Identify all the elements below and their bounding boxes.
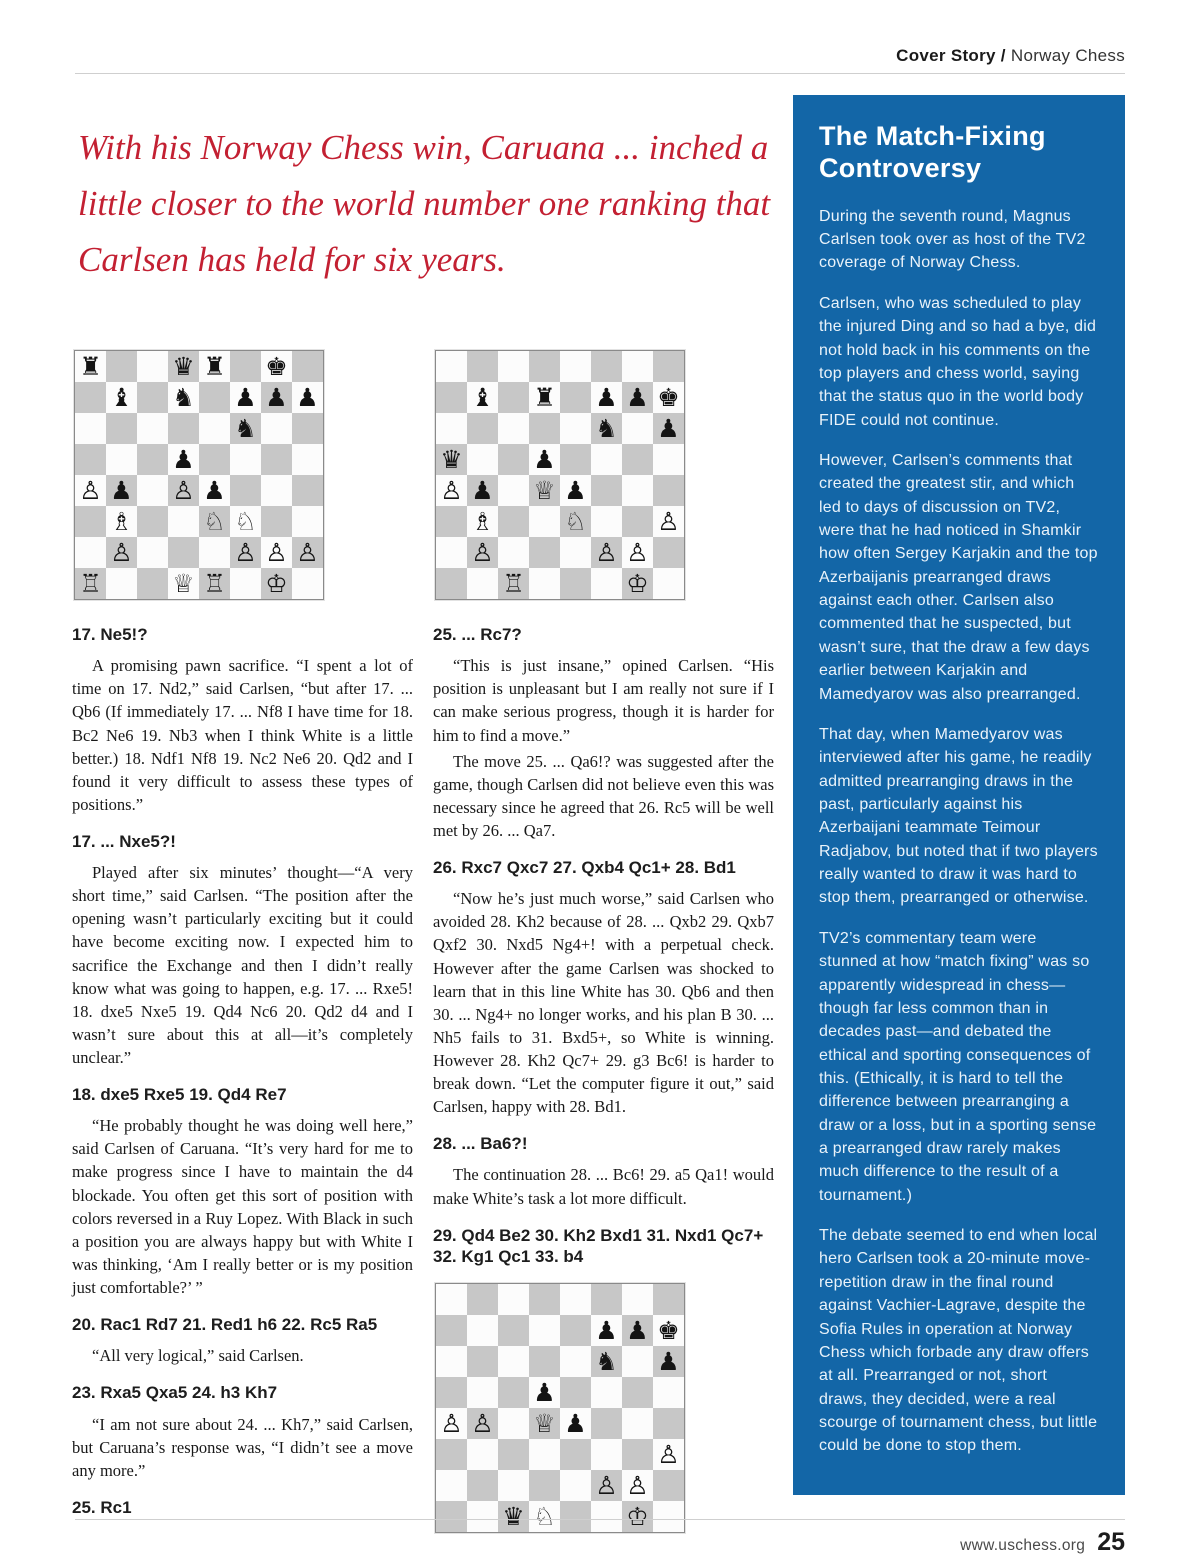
board-square bbox=[436, 1284, 467, 1315]
board-square bbox=[591, 1284, 622, 1315]
board-square bbox=[436, 1377, 467, 1408]
sidebar-match-fixing bbox=[793, 95, 1125, 1495]
body-paragraph: The move 25. ... Qa6!? was suggested after the game, though Carlsen did not believe even this was necessary since he agreed that 26. Rc5 will be well met by 26. ... Qa7. bbox=[433, 751, 774, 840]
board-square bbox=[467, 475, 498, 506]
board-square bbox=[467, 382, 498, 413]
board-square bbox=[75, 351, 106, 382]
board-square bbox=[560, 1315, 591, 1346]
board-square bbox=[137, 475, 168, 506]
board-square bbox=[622, 1408, 653, 1439]
board-square bbox=[261, 444, 292, 475]
board-square bbox=[106, 413, 137, 444]
board-square bbox=[292, 568, 323, 599]
piece-black-pawn-icon: ♟ bbox=[626, 383, 649, 412]
board-square bbox=[529, 413, 560, 444]
board-square bbox=[653, 1408, 684, 1439]
board-square bbox=[529, 351, 560, 382]
board-square bbox=[106, 506, 137, 537]
board-square bbox=[168, 382, 199, 413]
board-square bbox=[529, 1470, 560, 1501]
piece-white-pawn-icon: ♙ bbox=[626, 538, 649, 567]
board-square bbox=[622, 506, 653, 537]
piece-black-knight-icon: ♞ bbox=[234, 414, 257, 443]
board-square bbox=[199, 568, 230, 599]
board-square bbox=[498, 1284, 529, 1315]
piece-black-pawn-icon: ♟ bbox=[533, 1378, 556, 1408]
board-square bbox=[529, 537, 560, 568]
piece-white-king-icon: ♔ bbox=[626, 1502, 649, 1532]
piece-white-pawn-icon: ♙ bbox=[296, 538, 319, 567]
piece-white-knight-icon: ♘ bbox=[564, 507, 587, 536]
board-square bbox=[653, 506, 684, 537]
piece-black-queen-icon: ♛ bbox=[502, 1502, 525, 1532]
board-square bbox=[622, 475, 653, 506]
board-square bbox=[591, 1315, 622, 1346]
board-square bbox=[498, 568, 529, 599]
board-square bbox=[622, 1501, 653, 1532]
piece-white-knight-icon: ♘ bbox=[533, 1502, 556, 1532]
board-square bbox=[591, 1346, 622, 1377]
board-square bbox=[591, 506, 622, 537]
board-square bbox=[591, 1377, 622, 1408]
footer-rule bbox=[75, 1519, 1125, 1520]
board-square bbox=[467, 1377, 498, 1408]
piece-white-queen-icon: ♕ bbox=[533, 1409, 556, 1439]
sidebar-paragraph: During the seventh round, Magnus Carlsen took over as host of the TV2 coverage of Norway Chess. bbox=[819, 207, 1086, 272]
board-square bbox=[75, 382, 106, 413]
board-square bbox=[560, 1346, 591, 1377]
board-square bbox=[529, 444, 560, 475]
board-square bbox=[467, 1315, 498, 1346]
piece-black-pawn-icon: ♟ bbox=[657, 414, 680, 443]
body-paragraph: The continuation 28. ... Bc6! 29. a5 Qa1! would make White’s task a lot more difficult. bbox=[433, 1165, 774, 1208]
board-square bbox=[560, 1408, 591, 1439]
piece-white-knight-icon: ♘ bbox=[234, 507, 257, 536]
board-square bbox=[498, 1377, 529, 1408]
footer-url: www.uschess.org bbox=[960, 1537, 1086, 1554]
board-square bbox=[436, 1346, 467, 1377]
piece-black-knight-icon: ♞ bbox=[172, 383, 195, 412]
board-square bbox=[498, 382, 529, 413]
breadcrumb bbox=[896, 46, 1125, 66]
board-square bbox=[653, 351, 684, 382]
board-square bbox=[230, 413, 261, 444]
board-square bbox=[230, 475, 261, 506]
board-square bbox=[436, 1501, 467, 1532]
board-square bbox=[292, 351, 323, 382]
board-square bbox=[168, 351, 199, 382]
piece-white-pawn-icon: ♙ bbox=[110, 538, 133, 567]
piece-black-pawn-icon: ♟ bbox=[533, 445, 556, 474]
board-square bbox=[653, 568, 684, 599]
piece-black-king-icon: ♚ bbox=[657, 383, 680, 412]
board-square bbox=[622, 351, 653, 382]
board-square bbox=[168, 537, 199, 568]
board-square bbox=[653, 382, 684, 413]
board-square bbox=[622, 444, 653, 475]
board-square bbox=[292, 382, 323, 413]
board-square bbox=[75, 444, 106, 475]
piece-white-king-icon: ♔ bbox=[626, 569, 649, 598]
board-square bbox=[498, 1315, 529, 1346]
board-square bbox=[591, 351, 622, 382]
piece-white-rook-icon: ♖ bbox=[203, 569, 226, 598]
board-square bbox=[653, 1315, 684, 1346]
article-column-left bbox=[72, 350, 413, 1527]
body-paragraph: A promising pawn sacrifice. “I spent a lot of time on 17. Nd2,” said Carlsen, “but after 17. ... Qb6 (If immediately 17. ... Nf8 I have time for 18. Bc2 Ne6 19. Nb3 when I think White is a little better.) 18. Ndf1 Nf8 19. Nc2 Ne6 20. Qd2 and I found it very difficult to assess these types of positions.” bbox=[72, 656, 413, 814]
board-square bbox=[498, 1470, 529, 1501]
board-square bbox=[498, 444, 529, 475]
board-square bbox=[560, 1284, 591, 1315]
piece-black-pawn-icon: ♟ bbox=[265, 383, 288, 412]
board-square bbox=[622, 568, 653, 599]
piece-black-pawn-icon: ♟ bbox=[234, 383, 257, 412]
board-square bbox=[529, 1501, 560, 1532]
page-number: 25 bbox=[1097, 1528, 1125, 1556]
board-square bbox=[106, 568, 137, 599]
board-square bbox=[560, 382, 591, 413]
piece-black-bishop-icon: ♝ bbox=[471, 383, 494, 412]
piece-black-pawn-icon: ♟ bbox=[471, 476, 494, 505]
board-square bbox=[560, 413, 591, 444]
board-square bbox=[529, 568, 560, 599]
piece-black-queen-icon: ♛ bbox=[440, 445, 463, 474]
piece-black-pawn-icon: ♟ bbox=[657, 1347, 680, 1377]
piece-white-bishop-icon: ♗ bbox=[110, 507, 133, 536]
board-square bbox=[498, 351, 529, 382]
board-square bbox=[498, 506, 529, 537]
board-square bbox=[529, 1377, 560, 1408]
board-square bbox=[560, 1377, 591, 1408]
piece-black-pawn-icon: ♟ bbox=[110, 476, 133, 505]
move-header: 25. ... Rc7? bbox=[433, 625, 522, 644]
board-square bbox=[199, 351, 230, 382]
board-square bbox=[622, 1315, 653, 1346]
piece-white-pawn-icon: ♙ bbox=[172, 476, 195, 505]
header-rule bbox=[75, 73, 1125, 74]
piece-black-pawn-icon: ♟ bbox=[564, 476, 587, 505]
piece-black-pawn-icon: ♟ bbox=[172, 445, 195, 474]
piece-white-rook-icon: ♖ bbox=[502, 569, 525, 598]
board-square bbox=[230, 506, 261, 537]
board-square bbox=[498, 1408, 529, 1439]
move-header: 17. ... Nxe5?! bbox=[72, 831, 176, 851]
board-square bbox=[467, 1408, 498, 1439]
breadcrumb-section: Cover Story / bbox=[896, 46, 1006, 65]
board-square bbox=[467, 506, 498, 537]
board-square bbox=[137, 444, 168, 475]
board-square bbox=[137, 382, 168, 413]
board-square bbox=[436, 444, 467, 475]
piece-black-bishop-icon: ♝ bbox=[110, 383, 133, 412]
board-square bbox=[230, 351, 261, 382]
board-square bbox=[529, 382, 560, 413]
piece-white-bishop-icon: ♗ bbox=[471, 507, 494, 536]
board-square bbox=[261, 413, 292, 444]
board-square bbox=[199, 506, 230, 537]
piece-white-knight-icon: ♘ bbox=[203, 507, 226, 536]
chess-diagram-2 bbox=[435, 350, 685, 600]
board-square bbox=[106, 475, 137, 506]
board-square bbox=[436, 382, 467, 413]
board-square bbox=[467, 413, 498, 444]
piece-white-pawn-icon: ♙ bbox=[79, 476, 102, 505]
body-paragraph: “This is just insane,” opined Carlsen. “His position is unpleasant but I am really not sure if I can make serious progress, though it is harder for him to find a move.” bbox=[433, 656, 774, 745]
piece-white-pawn-icon: ♙ bbox=[595, 538, 618, 567]
move-header: 20. Rac1 Rd7 21. Red1 h6 22. Rc5 Ra5 bbox=[72, 1315, 378, 1334]
board-square bbox=[168, 444, 199, 475]
board-square bbox=[591, 382, 622, 413]
board-square bbox=[137, 351, 168, 382]
board-square bbox=[261, 351, 292, 382]
board-square bbox=[199, 475, 230, 506]
board-square bbox=[436, 1315, 467, 1346]
board-square bbox=[653, 1439, 684, 1470]
board-square bbox=[591, 1408, 622, 1439]
piece-black-rook-icon: ♜ bbox=[79, 352, 102, 381]
board-square bbox=[436, 475, 467, 506]
board-square bbox=[261, 568, 292, 599]
board-square bbox=[292, 413, 323, 444]
piece-white-queen-icon: ♕ bbox=[172, 569, 195, 598]
board-square bbox=[622, 1377, 653, 1408]
body-paragraph: “All very logical,” said Carlsen. bbox=[92, 1346, 304, 1366]
board-square bbox=[529, 475, 560, 506]
body-paragraph: Played after six minutes’ thought—“A very short time,” said Carlsen. “The position after the opening wasn’t particularly exciting but it could have become exciting now. I expected him to sacrifice the Exchange and then I didn’t really know what was going to happen, e.g. 17. ... Rxe5! 18. dxe5 Nxe5 19. Qd4 Nc6 20. Qd2 d4 and I wasn’t sure about this at all—it’s completely unclear.” bbox=[72, 863, 413, 1067]
board-square bbox=[498, 475, 529, 506]
board-square bbox=[467, 444, 498, 475]
move-header: 25. Rc1 bbox=[72, 1497, 132, 1517]
article-column-middle bbox=[433, 350, 774, 1533]
board-square bbox=[436, 568, 467, 599]
move-header: 23. Rxa5 Qxa5 24. h3 Kh7 bbox=[72, 1383, 278, 1403]
board-square bbox=[106, 351, 137, 382]
board-square bbox=[560, 444, 591, 475]
board-square bbox=[560, 475, 591, 506]
board-square bbox=[529, 506, 560, 537]
body-paragraph: “I am not sure about 24. ... Kh7,” said Carlsen, but Caruana’s response was, “I didn’t see a move any more.” bbox=[72, 1414, 413, 1480]
board-square bbox=[622, 1346, 653, 1377]
pull-quote: With his Norway Chess win, Caruana ... inched a little closer to the world number one ranking that Carlsen has held for six years. bbox=[78, 128, 771, 279]
board-square bbox=[591, 1470, 622, 1501]
piece-black-pawn-icon: ♟ bbox=[564, 1409, 587, 1439]
sidebar-paragraph: However, Carlsen’s comments that created the greatest stir, and which led to days of discussion on TV2, were that he had noticed in Shamkir how often Sergey Karjakin and the top Azerbaijanis prearranged draws against each other. Carlsen also commented that he suspected, but wasn’t sure, that the draw a few days earlier between Karjakin and Mamedyarov was also prearranged. bbox=[819, 451, 1098, 703]
body-paragraph: “He probably thought he was doing well here,” said Carlsen of Caruana. “It’s very hard for me to make progress since I have to maintain the d4 blockade. You often get this sort of position with colors reversed in a Ruy Lopez. With Black in such a position you are always happy but with White I was thinking, ‘Am I really better or is my position just comfortable?’ ” bbox=[72, 1116, 413, 1297]
board-square bbox=[591, 444, 622, 475]
board-square bbox=[653, 475, 684, 506]
piece-white-pawn-icon: ♙ bbox=[440, 1409, 463, 1439]
board-square bbox=[106, 444, 137, 475]
board-square bbox=[292, 444, 323, 475]
board-square bbox=[591, 413, 622, 444]
board-square bbox=[529, 1284, 560, 1315]
move-header: 17. Ne5!? bbox=[72, 625, 148, 644]
footer bbox=[960, 1528, 1125, 1557]
chess-diagram-1 bbox=[74, 350, 324, 600]
board-square bbox=[591, 568, 622, 599]
board-square bbox=[467, 1501, 498, 1532]
board-square bbox=[498, 1501, 529, 1532]
board-square bbox=[137, 537, 168, 568]
board-square bbox=[292, 475, 323, 506]
piece-white-pawn-icon: ♙ bbox=[440, 476, 463, 505]
board-square bbox=[137, 568, 168, 599]
piece-black-king-icon: ♚ bbox=[265, 352, 288, 381]
board-square bbox=[230, 382, 261, 413]
piece-black-knight-icon: ♞ bbox=[595, 414, 618, 443]
board-square bbox=[436, 1408, 467, 1439]
board-square bbox=[467, 1470, 498, 1501]
board-square bbox=[137, 506, 168, 537]
piece-white-queen-icon: ♕ bbox=[533, 476, 556, 505]
body-paragraph: “Now he’s just much worse,” said Carlsen who avoided 28. Kh2 because of 28. ... Qxb2 29. Qxb7 Qxf2 30. Nxd5 Ng4+! with a perpetual check. However after the game Carlsen was shocked to learn that in this line White has 30. Qb6 and then 30. ... Ng4+ no longer works, and his plan B 30. ... Nh5 fails to 31. Bxd5+, so White is winning. However 28. Kh2 Qc7+ 29. g3 Bc6! is harder to break down. “Let the computer figure it out,” said Carlsen, happy with 28. Bd1. bbox=[433, 889, 774, 1117]
board-square bbox=[591, 1439, 622, 1470]
board-square bbox=[560, 1439, 591, 1470]
board-square bbox=[591, 475, 622, 506]
piece-white-pawn-icon: ♙ bbox=[471, 538, 494, 567]
piece-black-rook-icon: ♜ bbox=[533, 383, 556, 412]
piece-white-pawn-icon: ♙ bbox=[265, 538, 288, 567]
board-square bbox=[261, 382, 292, 413]
board-square bbox=[467, 351, 498, 382]
board-square bbox=[292, 537, 323, 568]
board-square bbox=[199, 382, 230, 413]
board-square bbox=[560, 1501, 591, 1532]
board-square bbox=[436, 537, 467, 568]
board-square bbox=[199, 413, 230, 444]
board-square bbox=[622, 413, 653, 444]
board-square bbox=[622, 1284, 653, 1315]
piece-black-rook-icon: ♜ bbox=[203, 352, 226, 381]
board-square bbox=[591, 1501, 622, 1532]
board-square bbox=[653, 1501, 684, 1532]
board-square bbox=[75, 413, 106, 444]
board-square bbox=[529, 1346, 560, 1377]
board-square bbox=[75, 506, 106, 537]
board-square bbox=[436, 351, 467, 382]
board-square bbox=[591, 537, 622, 568]
board-square bbox=[529, 1408, 560, 1439]
board-square bbox=[498, 1346, 529, 1377]
piece-white-pawn-icon: ♙ bbox=[657, 1440, 680, 1470]
board-square bbox=[261, 537, 292, 568]
board-square bbox=[199, 444, 230, 475]
board-square bbox=[75, 475, 106, 506]
piece-white-king-icon: ♔ bbox=[265, 569, 288, 598]
sidebar-title: The Match-Fixing Controversy bbox=[819, 121, 1046, 183]
board-square bbox=[653, 537, 684, 568]
board-square bbox=[75, 537, 106, 568]
board-square bbox=[467, 537, 498, 568]
board-square bbox=[467, 568, 498, 599]
piece-black-pawn-icon: ♟ bbox=[626, 1316, 649, 1346]
board-square bbox=[653, 1284, 684, 1315]
board-square bbox=[230, 568, 261, 599]
board-square bbox=[498, 1439, 529, 1470]
board-square bbox=[622, 1439, 653, 1470]
board-square bbox=[106, 382, 137, 413]
breadcrumb-topic: Norway Chess bbox=[1005, 46, 1125, 65]
board-square bbox=[168, 568, 199, 599]
move-header: 26. Rxc7 Qxc7 27. Qxb4 Qc1+ 28. Bd1 bbox=[433, 858, 736, 877]
chess-diagram-3 bbox=[435, 1283, 685, 1533]
board-square bbox=[498, 537, 529, 568]
board-square bbox=[436, 506, 467, 537]
board-square bbox=[560, 506, 591, 537]
board-square bbox=[622, 537, 653, 568]
piece-black-pawn-icon: ♟ bbox=[595, 383, 618, 412]
board-square bbox=[529, 1315, 560, 1346]
board-square bbox=[622, 1470, 653, 1501]
board-square bbox=[467, 1284, 498, 1315]
board-square bbox=[261, 475, 292, 506]
piece-black-queen-icon: ♛ bbox=[172, 352, 195, 381]
board-square bbox=[168, 506, 199, 537]
move-header: 18. dxe5 Rxe5 19. Qd4 Re7 bbox=[72, 1085, 287, 1104]
piece-black-pawn-icon: ♟ bbox=[595, 1316, 618, 1346]
board-square bbox=[653, 1377, 684, 1408]
sidebar-paragraph: TV2’s commentary team were stunned at how “match fixing” was so apparently widespread in chess—though far less common than in decades past—and debated the ethical and sporting consequences of this. (Ethically, it is hard to tell the difference between prearranging a draw or a loss, but in a sporting sense a prearranged draw rarely makes much difference to the result of a tournament.) bbox=[819, 929, 1097, 1204]
piece-black-knight-icon: ♞ bbox=[595, 1347, 618, 1377]
board-square bbox=[168, 413, 199, 444]
board-square bbox=[560, 1470, 591, 1501]
board-square bbox=[560, 351, 591, 382]
board-square bbox=[467, 1346, 498, 1377]
board-square bbox=[106, 537, 137, 568]
board-square bbox=[653, 413, 684, 444]
board-square bbox=[436, 1470, 467, 1501]
sidebar-paragraph: That day, when Mamedyarov was interviewed after his game, he readily admitted prearranging draws in the past, particularly against his Azerbaijani teammate Teimour Radjabov, but noted that if two players really wanted to draw it was hard to stop them, prearranged or otherwise. bbox=[819, 725, 1098, 907]
sidebar-paragraph: Carlsen, who was scheduled to play the injured Ding and so had a bye, did not hold back in his comments on the top players and chess world, saying that the status quo in the world body FIDE could not continue. bbox=[819, 294, 1097, 429]
piece-white-pawn-icon: ♙ bbox=[595, 1471, 618, 1501]
board-square bbox=[75, 568, 106, 599]
board-square bbox=[168, 475, 199, 506]
move-header: 29. Qd4 Be2 30. Kh2 Bxd1 31. Nxd1 Qc7+ 32. Kg1 Qc1 33. b4 bbox=[433, 1225, 764, 1266]
board-square bbox=[653, 1346, 684, 1377]
board-square bbox=[292, 506, 323, 537]
board-square bbox=[230, 537, 261, 568]
board-square bbox=[137, 413, 168, 444]
piece-white-pawn-icon: ♙ bbox=[471, 1409, 494, 1439]
piece-white-rook-icon: ♖ bbox=[79, 569, 102, 598]
board-square bbox=[560, 537, 591, 568]
board-square bbox=[653, 444, 684, 475]
move-header: 28. ... Ba6?! bbox=[433, 1134, 528, 1154]
sidebar-paragraph: The debate seemed to end when local hero Carlsen took a 20-minute move-repetition draw in the final round against Vachier-Lagrave, despite the Sofia Rules in operation at Norway Chess which forbade any draw offers at all. Prearranged or not, short draws, they decided, were a real scourge of tournament chess, but little could be done to stop them. bbox=[819, 1227, 1098, 1455]
board-square bbox=[653, 1470, 684, 1501]
board-square bbox=[622, 382, 653, 413]
piece-white-pawn-icon: ♙ bbox=[657, 507, 680, 536]
board-square bbox=[230, 444, 261, 475]
board-square bbox=[436, 413, 467, 444]
piece-white-pawn-icon: ♙ bbox=[234, 538, 257, 567]
piece-black-pawn-icon: ♟ bbox=[203, 476, 226, 505]
board-square bbox=[436, 1439, 467, 1470]
piece-black-king-icon: ♚ bbox=[657, 1316, 680, 1346]
sidebar-body bbox=[819, 205, 1099, 1458]
board-square bbox=[560, 568, 591, 599]
piece-black-pawn-icon: ♟ bbox=[296, 383, 319, 412]
board-square bbox=[467, 1439, 498, 1470]
piece-white-pawn-icon: ♙ bbox=[626, 1471, 649, 1501]
board-square bbox=[199, 537, 230, 568]
board-square bbox=[498, 413, 529, 444]
board-square bbox=[529, 1439, 560, 1470]
board-square bbox=[261, 506, 292, 537]
